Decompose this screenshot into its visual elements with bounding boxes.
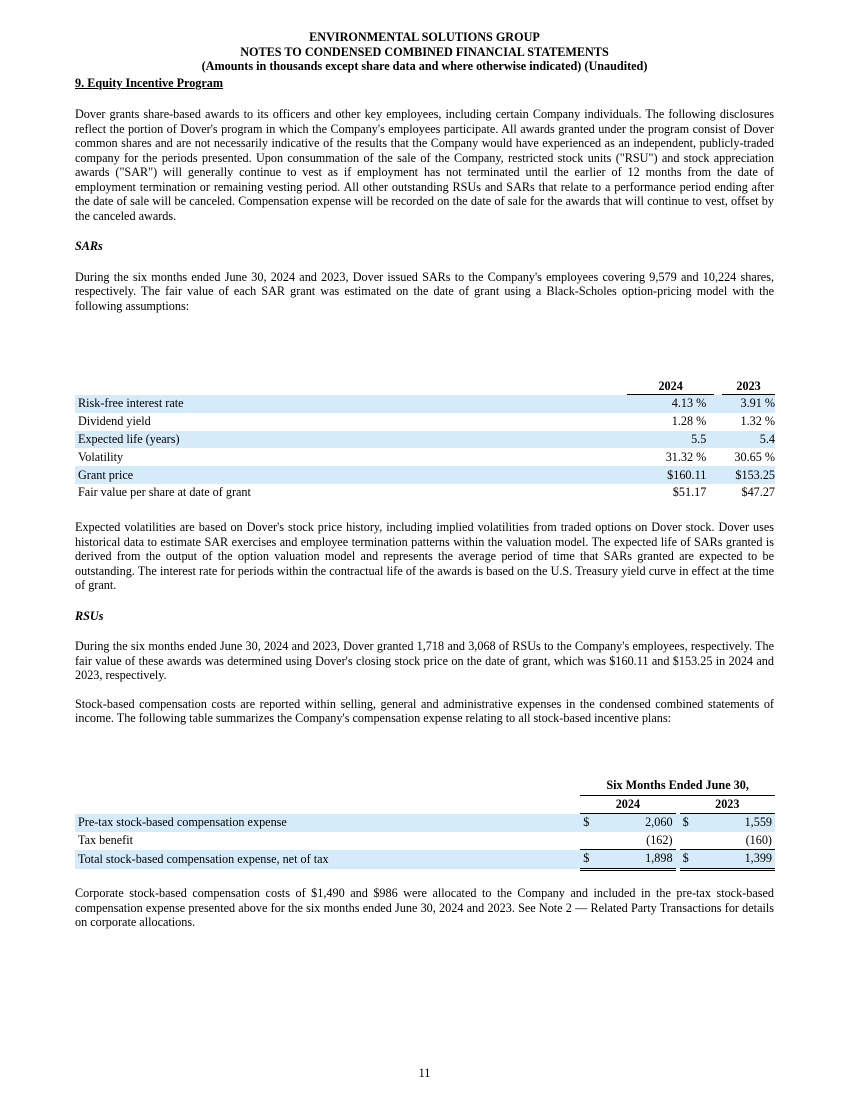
page-number: 11 [418, 1066, 431, 1080]
row-label: Volatility [78, 449, 124, 464]
table-row [75, 466, 775, 484]
value-2023: 1,399 [698, 850, 775, 870]
column-header-2024: 2024 [580, 795, 675, 814]
value-2023: 5.4 [722, 431, 775, 449]
row-label: Fair value per share at date of grant [78, 485, 251, 500]
value-2023: $47.27 [741, 485, 775, 500]
section-title: 9. Equity Incentive Program [75, 75, 224, 90]
compensation-paragraph: Stock-based compensation costs are reported within selling, general and administrative expenses in the condensed combined statements of income. The following table summarizes the Company's compensation expense relating to all stock-based incentive plans: [75, 696, 774, 725]
currency-2023: $ [680, 850, 698, 870]
intro-paragraph: Dover grants share-based awards to its officers and other key employees, including certain Company individuals. The following disclosures reflect the portion of Dover's program in which the Company's employees participate. All awards granted under the program consist of Dover common shares and are not necessarily indicative of the results that the Company would have experienced as an independent, publicly-traded company for the periods presented. Upon consummation of the sale of the Company, restricted stock units ("RSU") and stock appreciation awards ("SAR") will generally continue to vest as if employment has not terminated until the earlier of 12 months from the date of employment termination or remaining vesting period. All other outstanding RSUs and SARs that relate to a performance period ending after the date of sale will be canceled. Compensation expense will be recorded on the date of sale for the awards that will continue to vest, offset by the canceled awards. [75, 107, 774, 223]
value-2023: $153.25 [722, 466, 775, 484]
table-header-period-row [75, 777, 775, 795]
currency-2023: $ [680, 814, 698, 832]
currency-2024 [580, 832, 598, 850]
column-header-2023: 2023 [680, 795, 775, 814]
row-label: Pre-tax stock-based compensation expense [75, 814, 580, 832]
value-2024: 1,898 [598, 850, 675, 870]
table-header-row [75, 378, 775, 395]
corporate-allocation-section [75, 886, 774, 930]
value-2024: $51.17 [672, 485, 707, 500]
value-2023: 3.91 % [722, 395, 775, 413]
column-header-2023: 2023 [722, 378, 775, 395]
sars-paragraph: During the six months ended June 30, 2024 and 2023, Dover issued SARs to the Company's employees covering 9,579 and 10,224 shares, respectively. The fair value of each SAR grant was estimated on the date of grant using a Black-Scholes option-pricing model with the following assumptions: [75, 269, 774, 313]
table-row [75, 814, 775, 832]
volatility-paragraph: Expected volatilities are based on Dover's stock price history, including implied volatilities from traded options on Dover stock. Dover uses historical data to estimate SAR exercises and employee termination patterns within the valuation model. The expected life of SARs granted is derived from the output of the option valuation model and represents the average period of time that SARs granted are expected to be outstanding. The interest rate for periods within the contractual life of the awards is based on the U.S. Treasury yield curve in effect at the time of grant. [75, 520, 774, 592]
sar-assumptions-table [75, 378, 775, 502]
table-row [75, 431, 775, 449]
table-row [75, 448, 775, 466]
row-label: Tax benefit [78, 833, 133, 847]
row-label: Total stock-based compensation expense, net of tax [75, 850, 580, 870]
value-2023: 30.65 % [734, 449, 775, 464]
value-2024: 31.32 % [665, 449, 707, 464]
rsus-paragraph: During the six months ended June 30, 2024 and 2023, Dover granted 1,718 and 3,068 of RSUs to the Company's employees, respectively. The fair value of these awards was determined using Dover's closing stock price on the date of grant, which was $160.11 and $153.25 in 2024 and 2023, respectively. [75, 639, 774, 682]
company-name: ENVIRONMENTAL SOLUTIONS GROUP [309, 30, 540, 44]
table-header-year-row [75, 795, 775, 814]
table-row [75, 395, 775, 413]
value-2024: $160.11 [627, 466, 714, 484]
table-row [75, 413, 775, 431]
value-2023: (160) [698, 832, 775, 850]
volatility-section [75, 520, 774, 726]
table-row [75, 484, 775, 502]
document-subtitle: (Amounts in thousands except share data and where otherwise indicated) (Unaudited) [201, 59, 648, 73]
value-2023: 1,559 [698, 814, 775, 832]
currency-2024: $ [580, 850, 598, 870]
value-2024: 5.5 [627, 431, 714, 449]
compensation-table [75, 777, 775, 871]
column-header-2024: 2024 [627, 378, 714, 395]
period-header: Six Months Ended June 30, [580, 777, 775, 795]
value-2024: (162) [598, 832, 675, 850]
table-row [75, 832, 775, 850]
currency-2023 [680, 832, 698, 850]
currency-2024: $ [580, 814, 598, 832]
corporate-allocation-paragraph: Corporate stock-based compensation costs of $1,490 and $986 were allocated to the Company and included in the pre-tax stock-based compensation expense presented above for the six months ended June 30, 2024 and 2023. See Note 2 — Related Party Transactions for details on corporate allocations. [75, 886, 774, 929]
document-page [75, 30, 774, 313]
rsus-heading: RSUs [75, 608, 104, 623]
value-2024: 1.28 % [671, 414, 707, 429]
row-label: Grant price [75, 466, 627, 484]
row-label: Expected life (years) [75, 431, 627, 449]
value-2024: 2,060 [598, 814, 675, 832]
sars-heading: SARs [75, 239, 103, 253]
value-2023: 1.32 % [740, 414, 775, 429]
row-label: Risk-free interest rate [75, 395, 627, 413]
table-row-total [75, 850, 775, 870]
document-title: NOTES TO CONDENSED COMBINED FINANCIAL STATEMENTS [240, 44, 609, 59]
row-label: Dividend yield [78, 414, 151, 429]
value-2024: 4.13 % [627, 395, 714, 413]
